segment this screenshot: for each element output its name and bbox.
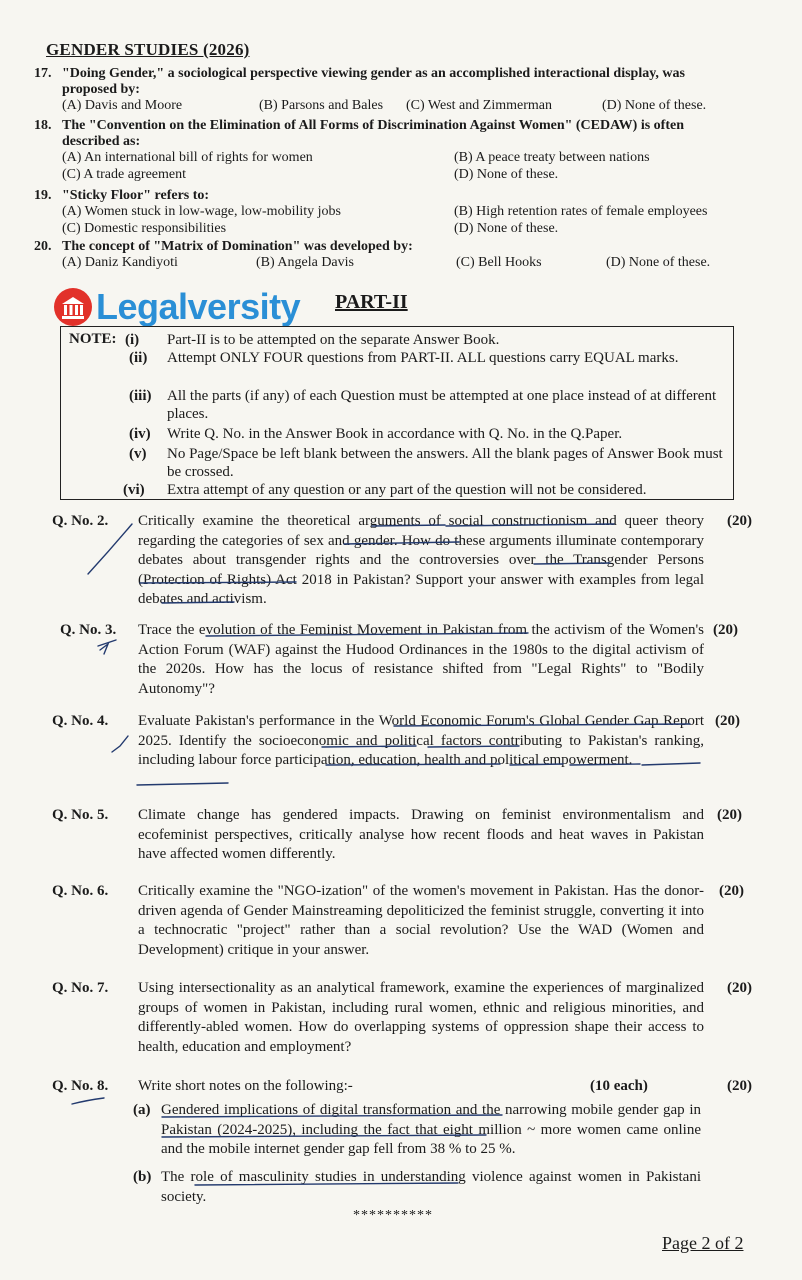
question-text: Climate change has gendered impacts. Drawing on feminist environmentalism and ecofeminist perspectives, critically analyse how recent floods and heat waves in Pakistan have affected women differently. [138, 807, 704, 862]
mcq-stem: The concept of "Matrix of Domination" was developed by: [62, 239, 413, 254]
note-item-text: Extra attempt of any question or any part of the question will not be considered. [167, 482, 647, 498]
mcq-option: (A) Women stuck in low-wage, low-mobility jobs [62, 204, 341, 219]
mcq-option: (C) West and Zimmerman [406, 98, 552, 113]
question-marks: (20) [727, 980, 752, 996]
mcq-option: (D) None of these. [454, 221, 559, 236]
mcq-number: 19. [34, 188, 52, 203]
mcq-option: (B) Parsons and Bales [259, 98, 384, 113]
subpart-text: The role of masculinity studies in understanding violence against women in Pakistani society. [161, 1169, 701, 1205]
mcq-number: 17. [34, 66, 52, 81]
mcq-stem: "Doing Gender," a sociological perspective viewing gender as an accomplished interactional display, was [62, 66, 685, 81]
mcq-option: (B) Angela Davis [256, 255, 354, 270]
mcq-option: (A) Daniz Kandiyoti [62, 255, 178, 270]
question-number: Q. No. 3. [60, 622, 117, 638]
mcq-stem: The "Convention on the Elimination of All Forms of Discrimination Against Women" (CEDAW) is often [62, 118, 684, 133]
note-item-number: (vi) [123, 482, 145, 498]
note-item-number: (iii) [129, 388, 152, 404]
mcq-option: (C) A trade agreement [62, 167, 187, 182]
note-item-text: All the parts (if any) of each Question must be attempted at one place instead of at different places. [167, 388, 717, 422]
question-marks: (20) [719, 883, 744, 899]
question-number: Q. No. 8. [52, 1078, 109, 1094]
subpart-text: Gendered implications of digital transformation and the narrowing mobile gender gap in Pakistan (2024-2025), including the fact that eight million ~ more women came online and the mobile internet gender gap fell from 38 % to 25 %. [161, 1102, 701, 1157]
mcq-option: (D) None of these. [602, 98, 707, 113]
note-item-number: (ii) [129, 350, 148, 366]
question-number: Q. No. 2. [52, 513, 109, 529]
page-number: Page 2 of 2 [662, 1233, 744, 1253]
subpart-label: (a) [133, 1102, 151, 1118]
note-item-text: No Page/Space be left blank between the answers. All the blank pages of Answer Book must be crossed. [167, 446, 723, 480]
note-item-text: Write Q. No. in the Answer Book in accordance with Q. No. in the Q.Paper. [167, 426, 623, 442]
question-number: Q. No. 7. [52, 980, 109, 996]
end-separator: ********** [353, 1208, 433, 1223]
note-item-number: (v) [129, 446, 147, 462]
mcq-option: (C) Domestic responsibilities [62, 221, 227, 236]
question-marks: (20) [717, 807, 742, 823]
mcq-number: 20. [34, 239, 52, 254]
question-marks: (20) [715, 713, 740, 729]
note-label: NOTE: [69, 331, 117, 347]
question-text: Evaluate Pakistan's performance in the World Economic Forum's Global Gender Gap Report 2025. Identify the socioeconomic and political factors contributing to Pakistan's ranking, including labour force participation, education, health and political empowerment. [138, 713, 704, 768]
mcq-stem: "Sticky Floor" refers to: [62, 188, 210, 203]
note-item-text: Part-II is to be attempted on the separate Answer Book. [167, 332, 500, 348]
question-text: Write short notes on the following:- [138, 1078, 353, 1094]
mcq-number: 18. [34, 118, 52, 133]
mcq-option: (D) None of these. [606, 255, 711, 270]
question-text: Critically examine the theoretical arguments of social constructionism and queer theory regarding the categories of sex and gender. How do these arguments illuminate contemporary debates about transgender rights and the controversies over the Transgender Persons (Protection of Rights) Act 2018 in Pakistan? Support your answer with examples from legal debates and activism. [138, 513, 704, 607]
question-each-marks: (10 each) [590, 1078, 648, 1094]
note-item-number: (i) [125, 332, 140, 348]
paper-title: GENDER STUDIES (2026) [46, 40, 250, 59]
note-item-number: (iv) [129, 426, 151, 442]
mcq-option: (C) Bell Hooks [456, 255, 542, 270]
note-item-text: Attempt ONLY FOUR questions from PART-II. ALL questions carry EQUAL marks. [167, 350, 679, 366]
question-text: Trace the evolution of the Feminist Movement in Pakistan from the activism of the Women's Action Forum (WAF) against the Hudood Ordinances in the 1980s to the digital activism of the 2020s. How has the locus of resistance shifted from "Legal Rights" to "Bodily Autonomy"? [138, 622, 704, 697]
question-number: Q. No. 4. [52, 713, 109, 729]
question-marks: (20) [727, 513, 752, 529]
question-text: Critically examine the "NGO-ization" of the women's movement in Pakistan. Has the donor-driven agenda of Gender Mainstreaming depoliticized the feminist struggle, converting it into a technocratic "project" rather than a social revolution? Use the WAD (Women and Development) critique in your answer. [138, 883, 704, 958]
question-number: Q. No. 6. [52, 883, 109, 899]
logo-text: Legalversity [96, 286, 301, 327]
mcq-option: (A) An international bill of rights for women [62, 150, 313, 165]
mcq-option: (A) Davis and Moore [62, 98, 183, 113]
mcq-stem-cont: described as: [62, 134, 141, 149]
part-title: PART-II [335, 291, 408, 313]
mcq-option: (B) A peace treaty between nations [454, 150, 650, 165]
mcq-stem-cont: proposed by: [62, 82, 140, 97]
question-marks: (20) [713, 622, 738, 638]
mcq-option: (D) None of these. [454, 167, 559, 182]
question-number: Q. No. 5. [52, 807, 109, 823]
mcq-option: (B) High retention rates of female employees [454, 204, 708, 219]
subpart-label: (b) [133, 1169, 152, 1185]
question-marks: (20) [727, 1078, 752, 1094]
question-text: Using intersectionality as an analytical framework, examine the experiences of marginalized groups of women in Pakistan, including rural women, ethnic and religious minorities, and differently-abled women. How do overlapping systems of oppression shape their access to health, education and employment? [138, 980, 704, 1055]
